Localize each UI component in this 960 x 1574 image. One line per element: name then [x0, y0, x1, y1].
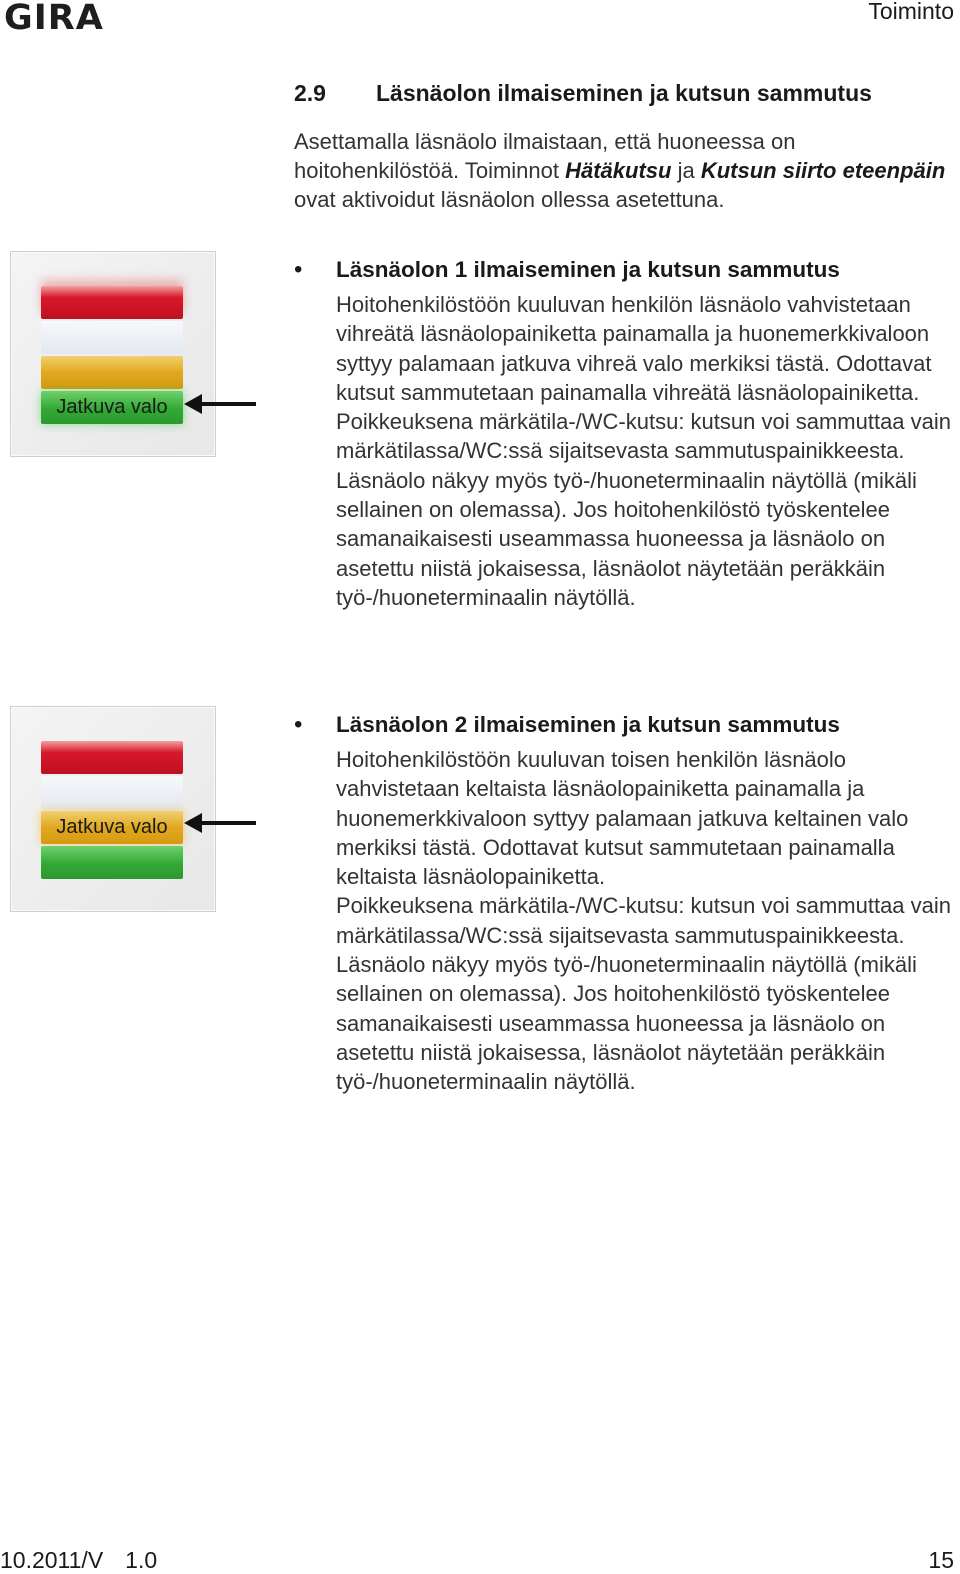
arrow-left-icon	[184, 391, 256, 417]
bullet-title: Läsnäolon 2 ilmaiseminen ja kutsun sammutus	[336, 712, 840, 737]
header-section-label: Toiminto	[868, 0, 954, 24]
led-white	[41, 776, 183, 809]
intro-text-mid: ja	[671, 158, 701, 183]
led-red	[41, 741, 183, 774]
led-white	[41, 321, 183, 354]
indicator-panel-yellow	[10, 706, 216, 912]
section-number: 2.9	[294, 80, 326, 106]
bullet-paragraph: Läsnäolo näkyy myös työ-/huoneterminaalin näytöllä (mikäli sellainen on olemassa). Jos hoitohenkilöstö työskentelee samanaikaisesti useammassa huoneessa ja läsnäolo on asetettu niistä jokaisessa, läsnäolot näytetään peräkkäin työ-/huoneterminaalin näytöllä.	[336, 467, 917, 610]
bullet-dot: •	[294, 711, 303, 738]
bullet-presence-1	[294, 255, 956, 612]
bullet-paragraph: Poikkeuksena märkätila-/WC-kutsu: kutsun voi sammuttaa vain märkätilassa/WC:ssä sijaitsevasta sammutuspainikkeesta.	[336, 893, 952, 948]
bullet-presence-2	[294, 710, 956, 1097]
led-label: Jatkuva valo	[56, 816, 168, 838]
section-heading	[294, 80, 872, 107]
page-number: 15	[928, 1547, 954, 1573]
intro-text-1: Asettamalla läsnäolo ilmaistaan, että huoneessa on hoitohenkilöstöä. Toiminnot	[294, 129, 796, 183]
bullet-title: Läsnäolon 1 ilmaiseminen ja kutsun sammutus	[336, 257, 840, 282]
indicator-panel-green	[10, 251, 216, 457]
intro-text-2: ovat aktivoidut läsnäolon ollessa asetettuna.	[294, 187, 725, 212]
bullet-paragraph: Läsnäolo näkyy myös työ-/huoneterminaalin näytöllä (mikäli sellainen on olemassa). Jos hoitohenkilöstö työskentelee samanaikaisesti useammassa huoneessa ja läsnäolo on asetettu niistä jokaisessa, läsnäolot näytetään peräkkäin työ-/huoneterminaalin näytöllä.	[336, 952, 917, 1095]
section-title: Läsnäolon ilmaiseminen ja kutsun sammutus	[376, 80, 872, 106]
bullet-body	[336, 290, 956, 612]
bullet-paragraph: Poikkeuksena märkätila-/WC-kutsu: kutsun voi sammuttaa vain märkätilassa/WC:ssä sijaitsevasta sammutuspainikkeesta.	[336, 409, 952, 464]
footer-date: 10.2011/V	[0, 1547, 104, 1573]
footer-version-number: 1.0	[125, 1547, 158, 1573]
bullet-dot: •	[294, 256, 303, 283]
led-green	[41, 391, 183, 424]
led-green	[41, 846, 183, 879]
intro-bold-call-forwarding: Kutsun siirto eteenpäin	[700, 158, 946, 183]
led-yellow	[41, 356, 183, 389]
intro-paragraph	[294, 127, 954, 214]
bullet-paragraph: Hoitohenkilöstöön kuuluvan henkilön läsnäolo vahvistetaan vihreätä läsnäolopainiketta painamalla ja huonemerkkivaloon syttyy palamaan jatkuva vihreä valo merkiksi tästä. Odottavat kutsut sammutetaan painamalla vihreätä läsnäolopainiketta.	[336, 292, 932, 405]
bullet-body	[336, 745, 956, 1097]
bullet-paragraph: Hoitohenkilöstöön kuuluvan toisen henkilön läsnäolo vahvistetaan keltaista läsnäolopainiketta painamalla ja huonemerkkivaloon syttyy palamaan jatkuva keltainen valo merkiksi tästä. Odottavat kutsut sammutetaan painamalla keltaista läsnäolopainiketta.	[336, 747, 909, 890]
led-label: Jatkuva valo	[56, 396, 168, 418]
led-yellow	[41, 811, 183, 844]
intro-bold-emergency-call: Hätäkutsu	[565, 158, 672, 183]
arrow-left-icon	[184, 810, 256, 836]
brand-logo: GIRA	[4, 0, 104, 38]
led-red	[41, 286, 183, 319]
